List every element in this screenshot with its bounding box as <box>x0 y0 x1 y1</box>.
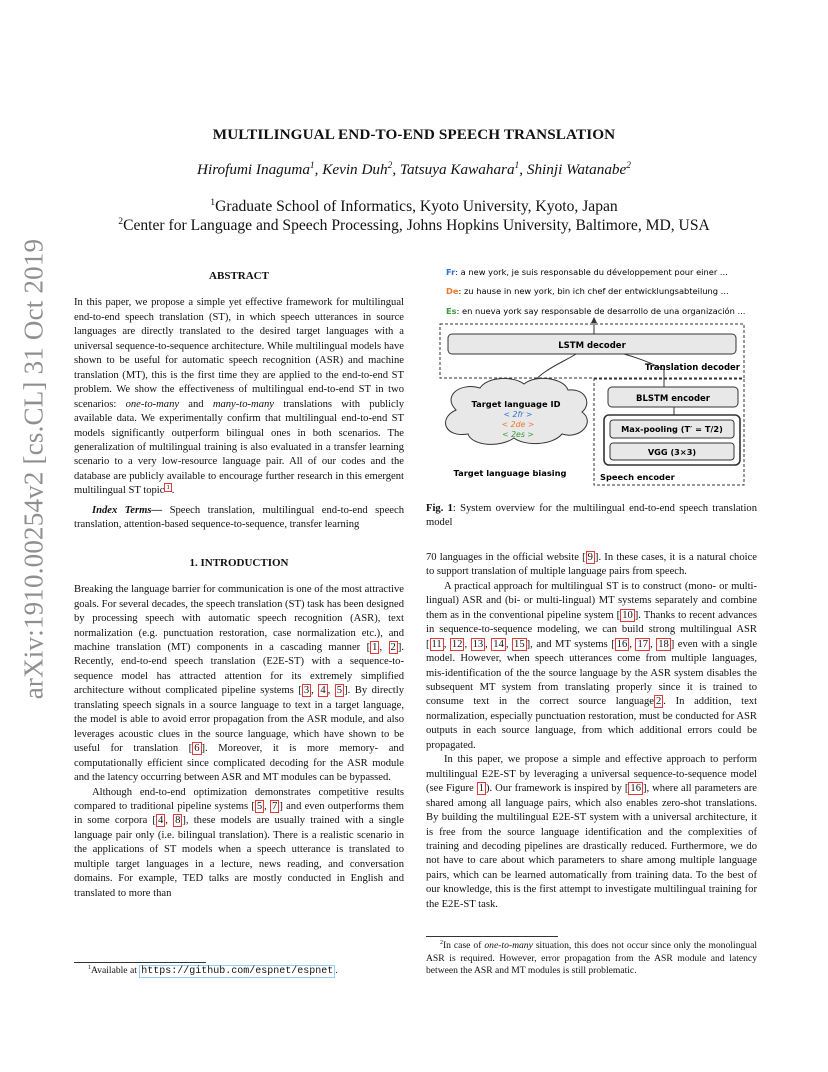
citation-link[interactable]: 3 <box>303 685 310 697</box>
intro-paragraph-2: Although end-to-end optimization demonstrates competitive results compared to traditional pipeline systems [ 5 , 7 ] and even outperforms them in some corpora [ 4 , 8 ], these models are usually trained with a single language pair only (i.e. bilingual translation). There is a realistic scenario in the applications of ST models when a speech utterance is translated to multiple target languages in a lecture, news reading, and conversation domains. For example, TED talks are mostly conducted in English and translated to more than <box>74 786 404 899</box>
max-pooling-label: Max-pooling (T′ = T/2) <box>621 424 723 434</box>
index-terms: Index Terms— Speech translation, multilingual end-to-end speech translation, attention-based sequence-to-sequence, transfer learning <box>74 504 404 531</box>
citation-link[interactable]: 5 <box>256 800 263 812</box>
output-sentences <box>446 267 745 316</box>
vgg-label: VGG (3×3) <box>647 447 697 457</box>
author-name: Shinji Watanabe <box>526 161 627 178</box>
figure-caption: Fig. 1: System overview for the multilingual end-to-end speech translation model <box>426 503 757 529</box>
citation-link[interactable]: 16 <box>630 783 641 795</box>
citation-link[interactable]: 6 <box>194 743 200 755</box>
translation-decoder-label: Translation decoder <box>644 363 740 373</box>
intro-paragraph-1: Breaking the language barrier for communication is one of the most attractive goals. For several decades, the speech translation (ST) task has been designed by processing speech with automatic speech recognition (ASR), text normalization (e.g. punctuation restoration, case normalization etc.), and machine translation (MT) components in a cascading manner [ 1 , 2 ]. Recently, end-to-end speech translation (E2E-ST) with a sequence-to-sequence model has attracted attention for its extremely simplified architecture without complicated pipeline systems [ 3 , 4 , 5 ]. By directly translating speech signals in a source language to text in a target language, the model is able to avoid error propagation from the ASR module, and also leverages acoustic clues in the source language, which have shown to be useful for translation [ 6 ]. Moreover, it is more memory- and computationally efficient since complicated decoding for the ASR module and the latency occurring between ASR and MT modules can be bypassed. <box>74 584 404 784</box>
right-column <box>426 502 757 912</box>
citation-link[interactable]: 18 <box>658 638 669 650</box>
arxiv-stamp <box>14 238 54 700</box>
footnote-2: $^2$In case of one-to-many situation, this does not occur since only the monolingual ASR is required. However, error propagation from the ASR module and latency between the ASR and MT modules is still problematic. <box>426 939 758 976</box>
citation-link[interactable]: 4 <box>157 815 164 827</box>
system-overview-diagram <box>428 262 758 492</box>
speech-encoder-label: Speech encoder <box>600 472 675 482</box>
citation-link[interactable]: 11 <box>431 638 442 650</box>
affiliation-2: $^2$Center for Language and Speech Processing, Johns Hopkins University, Baltimore, MD, USA <box>118 215 710 234</box>
paper-title: MULTILINGUAL END-TO-END SPEECH TRANSLATION <box>212 126 616 143</box>
intro-heading: 1. INTRODUCTION <box>189 556 289 569</box>
citation-link[interactable]: 5 <box>336 685 343 697</box>
intro-paragraph-4: A practical approach for multilingual ST is to construct (mono- or multi-lingual) ASR and (bi- or multi-lingual) MT systems separately and combine them as in the conventional pipeline system [ 10 ]. Thanks to recent advances in sequence-to-sequence modeling, we can build strong multilingual ASR [ 11 , 12 , 13 , 14 , 15 ], and MT systems [ 16 , 17 , 18 ] even with a single model. However, when speech utterances come from multiple languages, mis-identification of the the source language by the ASR system disables the subsequent MT system from translating properly since it is trained to consume text in the correct source language 2 . In addition, text normalization, especially punctuation restoration, must be conducted for ASR outputs in each source language, from which additional errors could be propagated. <box>426 580 758 751</box>
abstract-body: In this paper, we propose a simple yet effective framework for multilingual end-to-end speech translation (ST), in which speech utterances in source languages are directly translated to the desired target languages with a universal sequence-to-sequence architecture. While multilingual models have shown to be useful for automatic speech recognition (ASR) and machine translation (MT), this is the first time they are applied to the end-to-end ST problem. We show the effectiveness of multilingual end-to-end ST in two scenarios: one-to-many and many-to-many translations with publicly available data. We experimentally confirm that multilingual end-to-end ST models significantly outperform bilingual ones in both scenarios. The generalization of multilingual training is also evaluated in a transfer learning scenario to a very low-resource language pair. All of our codes and the database are publicly available to encourage further research in this emergent multilingual ST topic $^1$ . <box>74 297 405 497</box>
citation-link[interactable]: 4 <box>320 685 326 697</box>
footnote-rule <box>426 936 558 937</box>
footnote-link[interactable]: 1 <box>166 483 170 491</box>
target-id-de: < 2de > <box>501 420 535 429</box>
svg-text:Fr: a new york, je suis respon: Fr: a new york, je suis responsable du développement pour einer ... <box>446 267 728 277</box>
intro-paragraph-3: 70 languages in the official website [ 9 ]. In these cases, it is a natural choice to support translation of multiple language pairs from speech. <box>426 551 757 578</box>
left-column <box>74 269 404 901</box>
github-link[interactable]: https://github.com/espnet/espnet <box>141 966 334 977</box>
intro-paragraph-5: In this paper, we propose a simple and effective approach to perform multilingual E2E-ST by leveraging a universal sequence-to-sequence model (see Figure 1 ). Our framework is inspired by [ 16 ], where all parameters are shared among all language pairs, which also enables zero-shot translations. By building the multilingual E2E-ST system with a universal architecture, it is free from the source language identification and the complexities of training and decoding pipelines are drastically reduced. Furthermore, we do not have to care about which parameters to share among multiple language pairs, which can be learned automatically from training data. To the best of our knowledge, this is the first attempt to investigate multilingual training for the E2E-ST task. <box>426 754 757 910</box>
footnote-rule <box>74 962 206 963</box>
citation-link[interactable]: 14 <box>493 638 504 650</box>
lstm-decoder-label: LSTM decoder <box>558 341 626 351</box>
citation-link[interactable]: 9 <box>587 551 593 563</box>
target-id-es: < 2es > <box>502 430 534 439</box>
affiliation-1: $^1$Graduate School of Informatics, Kyoto University, Kyoto, Japan <box>210 196 618 215</box>
citation-link[interactable]: 1 <box>372 641 378 653</box>
citation-link[interactable]: 1 <box>478 783 484 795</box>
citation-link[interactable]: 10 <box>622 609 633 621</box>
abstract-heading: ABSTRACT <box>209 270 269 282</box>
target-biasing-label: Target language biasing <box>453 468 567 478</box>
target-id-title: Target language ID <box>471 399 561 409</box>
target-id-fr: < 2fr > <box>503 410 533 419</box>
author-name: Hirofumi Inaguma <box>197 161 310 178</box>
citation-link[interactable]: 16 <box>616 638 628 650</box>
citation-link[interactable]: 2 <box>390 641 396 653</box>
citation-link[interactable]: 2 <box>656 696 662 708</box>
svg-text:Es: en nueva york say responsa: Es: en nueva york say responsable de desarrollo de una organización ... <box>446 306 746 316</box>
citation-link[interactable]: 15 <box>514 638 525 650</box>
svg-text:De: zu hause in new york, bin: De: zu hause in new york, bin ich chef der entwicklungsabteilung ... <box>446 286 729 296</box>
citation-link[interactable]: 7 <box>272 800 278 812</box>
author-name: Tatsuya Kawahara <box>399 161 515 178</box>
citation-link[interactable]: 12 <box>451 638 463 650</box>
citation-link[interactable]: 17 <box>637 638 649 650</box>
citation-link[interactable]: 8 <box>175 815 181 827</box>
author-list: Hirofumi Inaguma$^1$, Kevin Duh$^2$, Tatsuya Kawahara$^1$, Shinji Watanabe$^2$ <box>197 160 631 178</box>
footnote-1: $^1$Available at https://github.com/espnet/espnet . <box>88 964 338 977</box>
arxiv-stamp-text: arXiv:1910.00254v2 [cs.CL] 31 Oct 2019 <box>18 238 49 700</box>
author-name: Kevin Duh <box>322 161 388 178</box>
blstm-encoder-label: BLSTM encoder <box>636 394 710 404</box>
citation-link[interactable]: 13 <box>472 638 484 650</box>
